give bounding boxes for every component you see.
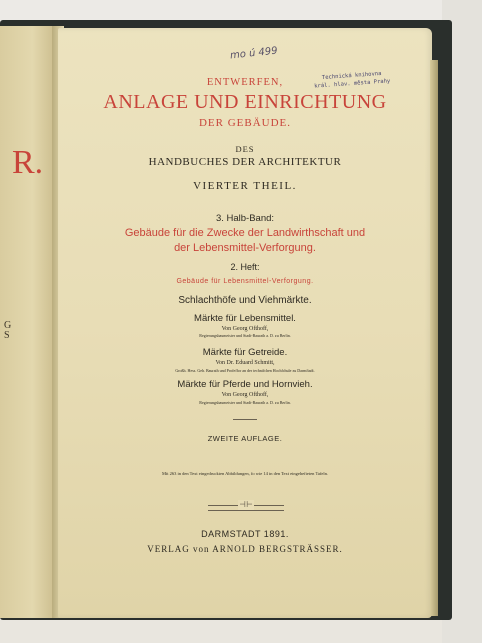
section-author-detail: Großh. Hess. Geh. Baurath und Profeffor an der technifchen Hochfchule zu Darmftadt. bbox=[175, 368, 315, 373]
heft-label: 2. Heft: bbox=[230, 262, 260, 272]
place-year: DARMSTADT 1891. bbox=[201, 529, 289, 539]
section-author: Von Dr. Eduard Schmitt, bbox=[215, 360, 275, 366]
heft-subtitle: Gebäude für Lebensmittel-Verforgung. bbox=[176, 278, 314, 285]
illustrations-note: Mit 263 in den Text eingedruckten Abbildungen, fo wie 14 in den Text eingehefteten Tafeln. bbox=[161, 471, 328, 476]
section-title: Märkte für Getreide. bbox=[202, 347, 288, 358]
section-author-detail: Regierungsbaumeister und Stadt-Baurath a. D. zu Berlin. bbox=[199, 333, 291, 338]
stamp-line: král. hlav. města Prahy bbox=[314, 78, 391, 90]
theil-label: VIERTER THEIL. bbox=[193, 180, 297, 192]
handbuch-title: HANDBUCHES DER ARCHITEKTUR bbox=[148, 156, 342, 168]
left-page-mark: G bbox=[4, 320, 12, 331]
title-line-des: DES bbox=[235, 144, 255, 154]
left-page-mark: S bbox=[4, 330, 10, 341]
title-line-der-gebaeude: DER GEBÄUDE. bbox=[198, 117, 292, 129]
edition-label: ZWEITE AUFLAGE. bbox=[207, 434, 283, 443]
section-author-detail: Regierungsbaumeister und Stadt-Baurath a. D. zu Berlin. bbox=[199, 400, 291, 405]
publisher: VERLAG von ARNOLD BERGSTRÄSSER. bbox=[147, 544, 343, 554]
divider-rule bbox=[233, 419, 257, 420]
section-author: Von Georg Ofthoff, bbox=[221, 392, 269, 398]
section-author: Von Georg Ofthoff, bbox=[221, 326, 269, 332]
printer-ornament-mark: ⊣⊢ bbox=[239, 500, 253, 509]
section-title: Märkte für Lebensmittel. bbox=[194, 313, 296, 324]
halbband-title-line-2: der Lebensmittel-Verforgung. bbox=[174, 242, 316, 254]
stamp-line: Technická knihovna bbox=[321, 70, 382, 82]
main-title: ANLAGE UND EINRICHTUNG bbox=[103, 91, 387, 113]
left-page-red-letter: R. bbox=[12, 144, 44, 181]
section-title: Schlachthöfe und Viehmärkte. bbox=[178, 295, 312, 306]
title-line-entwerfen: ENTWERFEN, bbox=[206, 77, 284, 88]
halbband-title-line-1: Gebäude für die Zwecke der Landwirthschaft und bbox=[124, 227, 366, 239]
halbband-label: 3. Halb-Band: bbox=[215, 213, 275, 224]
section-title: Märkte für Pferde und Hornvieh. bbox=[177, 379, 313, 390]
left-page bbox=[0, 26, 54, 618]
handwritten-note: mo ú 499 bbox=[229, 45, 279, 62]
